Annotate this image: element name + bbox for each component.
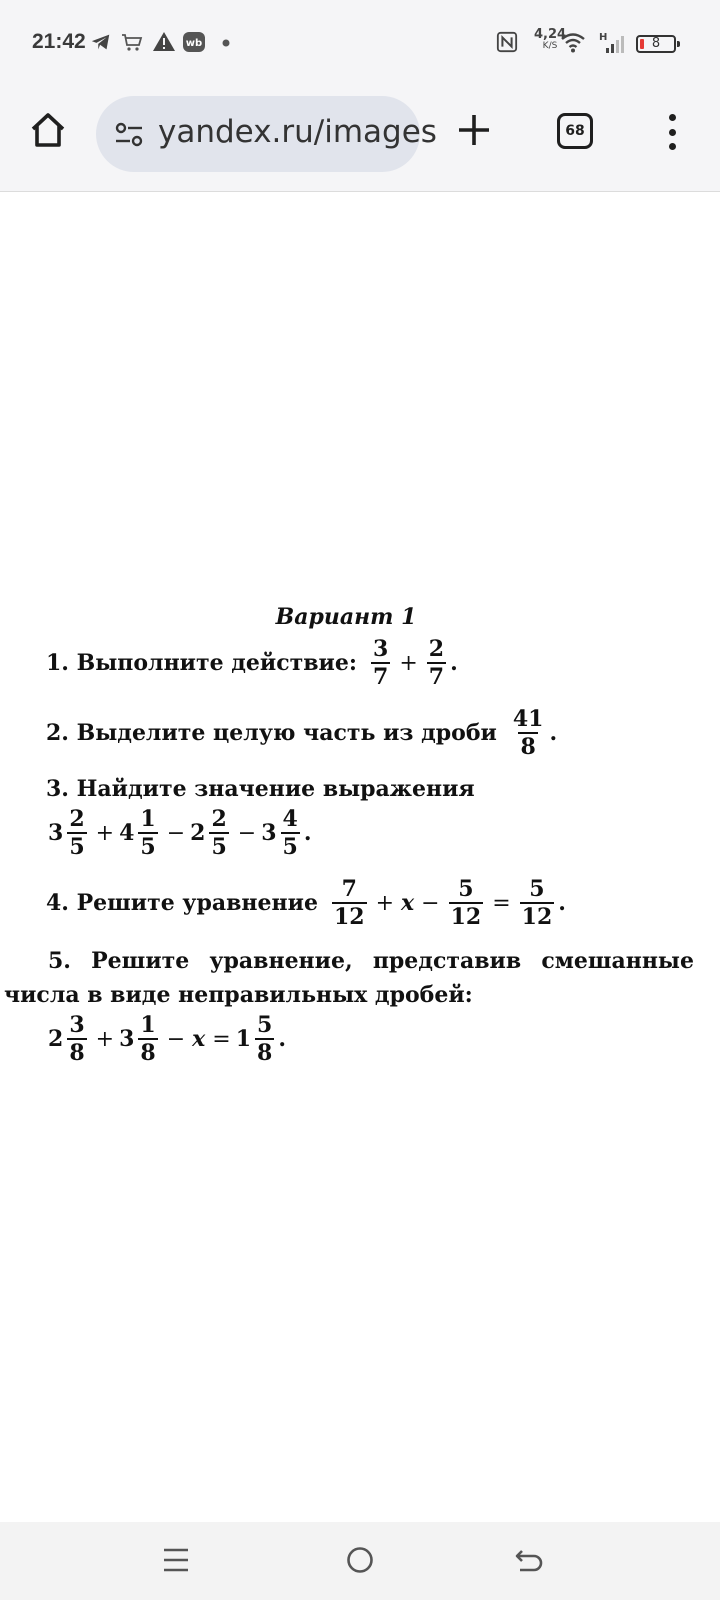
- battery-icon: [636, 35, 676, 53]
- document-image: [0, 192, 720, 1522]
- wifi-icon: [560, 30, 586, 54]
- task-3-text: 3. Найдите значение выражения: [46, 776, 475, 802]
- task-2: 2. Выделите целую часть из дроби $\frac{41}{8}$ .: [46, 706, 558, 761]
- fraction: $\frac{2}{7}$: [428, 636, 445, 691]
- net-speed-unit: K/S: [542, 41, 558, 51]
- task-1-text: 1. Выполните действие:: [46, 650, 357, 677]
- wb-icon: [182, 30, 206, 54]
- telegram-icon: [90, 30, 112, 54]
- new-tab-button[interactable]: [452, 108, 496, 152]
- task-3-expression: 3 $\frac{2}{5}$ + 4 $\frac{1}{5}$ − 2 $\frac{2}{5}$ − 3 $\frac{4}{5}$ .: [48, 806, 312, 861]
- tab-count: 68: [565, 123, 585, 139]
- battery-level: 8: [651, 36, 661, 51]
- task-5-line-2: [4, 982, 473, 1008]
- back-arrow-icon: [514, 1545, 546, 1575]
- menu-lines-icon: [161, 1545, 191, 1575]
- svg-text:H: H: [599, 32, 608, 43]
- address-bar[interactable]: [96, 96, 437, 172]
- tab-switcher-button[interactable]: [557, 113, 593, 149]
- system-nav-bar: [0, 1522, 720, 1600]
- recents-button[interactable]: [158, 1542, 194, 1578]
- svg-text:wb: wb: [185, 38, 203, 49]
- site-settings-icon[interactable]: [114, 120, 144, 150]
- plus-icon: [457, 113, 491, 147]
- dot-icon: [220, 30, 232, 54]
- back-button[interactable]: [512, 1542, 548, 1578]
- variant-title: Вариант 1: [275, 604, 417, 630]
- cart-icon: [120, 30, 144, 54]
- circle-home-icon: [345, 1545, 375, 1575]
- home-nav-button[interactable]: [342, 1542, 378, 1578]
- net-speed-value: 4,24: [534, 27, 567, 42]
- warning-icon: [152, 30, 176, 54]
- fraction: $\frac{3}{7}$: [373, 636, 389, 691]
- task-2-text: 2. Выделите целую часть из дроби: [46, 720, 497, 747]
- signal-icon: [598, 30, 626, 54]
- task-4-text: 4. Решите уравнение: [46, 890, 318, 917]
- more-menu-button[interactable]: [660, 110, 684, 154]
- home-icon: [28, 110, 68, 150]
- status-time: 21:42: [32, 30, 86, 53]
- nfc-icon: [496, 30, 518, 54]
- task-5-text-2: числа в виде неправильных дробей:: [4, 982, 473, 1008]
- home-button[interactable]: [24, 106, 72, 154]
- task-1: 1. Выполните действие: $\frac{3}{7}$ + $\frac{2}{7}$ .: [46, 636, 458, 691]
- task-3-title: [46, 776, 475, 802]
- task-4: 4. Решите уравнение $\frac{7}{12}$ + x − $\frac{5}{12}$ = $\frac{5}{12}$ .: [46, 876, 566, 931]
- url-text[interactable]: yandex.ru/images: [158, 114, 437, 150]
- status-bar: [0, 0, 720, 86]
- task-5-expression: 2 $\frac{3}{8}$ + 3 $\frac{1}{8}$ − x = 1 $\frac{5}{8}$ .: [48, 1012, 286, 1067]
- browser-toolbar: [0, 86, 720, 192]
- more-dots-icon: [669, 114, 676, 121]
- task-5-line-1: [4, 948, 694, 974]
- task-5-text-1: 5. Решите уравнение, представив смешанные: [48, 948, 694, 974]
- fraction: $\frac{41}{8}$: [512, 706, 544, 761]
